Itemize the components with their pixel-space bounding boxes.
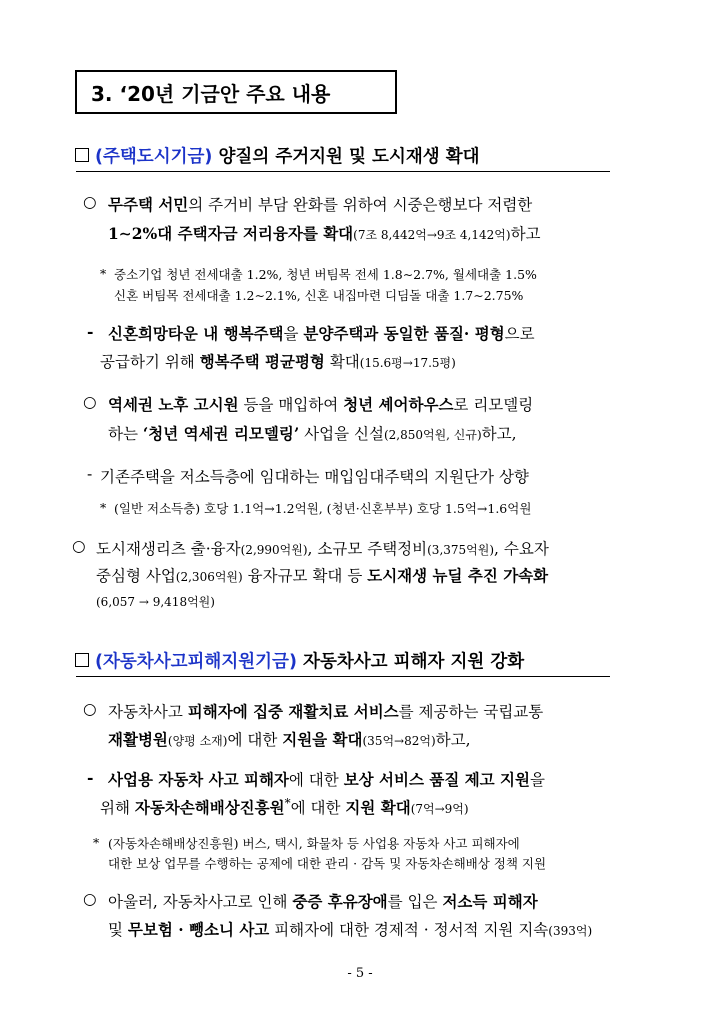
note-line: (일반 저소득층) 호당 1.1억→1.2억원, (청년·신혼부부) 호당 1.5억→1.6억원 [114,501,532,516]
bullet-line: 및 무보험 · 뺑소니 사고 피해자에 대한 경제적 · 정서적 지원 지속(393억) [108,920,593,939]
bullet-marker: ○ [83,700,97,718]
bullet-line: 하는 ‘청년 역세권 리모델링’ 사업을 신설(2,850억원, 신규)하고, [108,424,517,443]
bullet-marker: ○ [83,890,97,908]
page-number: - 5 - [347,966,373,981]
note-line: 중소기업 청년 전세대출 1.2%, 청년 버팀목 전세 1.8∼2.7%, 월세대출 1.5% [114,267,537,282]
dash-marker: - [87,768,94,787]
section-tag: (주택도시기금) [95,147,213,167]
bullet-line: 재활병원(양평 소재)에 대한 지원을 확대(35억→82억)하고, [108,730,471,749]
dash-line: 공급하기 위해 행복주택 평균평형 확대(15.6평→17.5평) [100,352,456,371]
note-line: 신혼 버팀목 전세대출 1.2∼2.1%, 신혼 내집마련 디딤돌 대출 1.7∼2.75% [114,288,524,303]
bullet-marker: ○ [83,393,97,411]
bullet-line: 중심형 사업(2,306억원) 융자규모 확대 등 도시재생 뉴딜 추진 가속화 [96,566,549,585]
dash-marker: - [87,465,93,483]
note-marker: * [100,500,107,515]
section-title: 자동차사고 피해자 지원 강화 [296,652,525,672]
bullet-line: 아울러, 자동차사고로 인해 중증 후유장애를 입은 저소득 피해자 [108,892,538,911]
section-divider [76,676,610,677]
note-marker: * [93,835,100,850]
bullet-marker: ○ [83,193,97,211]
section-divider [76,171,610,172]
dash-marker: - [87,322,94,341]
bullet-line: 역세권 노후 고시원 등을 매입하여 청년 셰어하우스로 리모델링 [108,395,534,414]
bullet-line: 자동차사고 피해자에 집중 재활치료 서비스를 제공하는 국립교통 [108,702,544,721]
heading-title: 3. ‘20년 기금안 주요 내용 [91,82,331,106]
heading-box [75,70,397,114]
checkbox-square-icon [75,653,89,667]
dash-line: 기존주택을 저소득층에 임대하는 매입임대주택의 지원단가 상향 [100,468,529,486]
bullet-line: 도시재생리츠 출·융자(2,990억원), 소규모 주택정비(3,375억원), 수요자 [96,540,549,558]
dash-line: 사업용 자동차 사고 피해자에 대한 보상 서비스 품질 제고 지원을 [108,770,545,789]
section-header-housing [75,143,610,167]
dash-line: 위해 자동차손해배상진흥원*에 대한 지원 확대(7억→9억) [100,796,469,818]
note-marker: * [100,266,107,281]
section-header-auto-accident [75,648,610,672]
note-line: 대한 보상 업무를 수행하는 공제에 대한 관리 · 감독 및 자동차손해배상 정책 지원 [108,856,547,871]
checkbox-square-icon [75,148,89,162]
bullet-line: 1∼2%대 주택자금 저리융자를 확대(7조 8,442억→9조 4,142억)하고 [108,224,541,243]
dash-line: 신혼희망타운 내 행복주택을 분양주택과 동일한 품질· 평형으로 [108,324,535,343]
note-line: (자동차손해배상진흥원) 버스, 택시, 화물차 등 사업용 자동차 사고 피해자에 [108,836,520,851]
bullet-line: (6,057 → 9,418억원) [96,595,215,609]
bullet-line: 무주택 서민의 주거비 부담 완화를 위하여 시중은행보다 저렴한 [108,195,533,214]
section-tag: (자동차사고피해지원기금) [95,652,297,672]
bullet-marker: ○ [72,537,86,555]
section-title: 양질의 주거지원 및 도시재생 확대 [212,147,480,167]
